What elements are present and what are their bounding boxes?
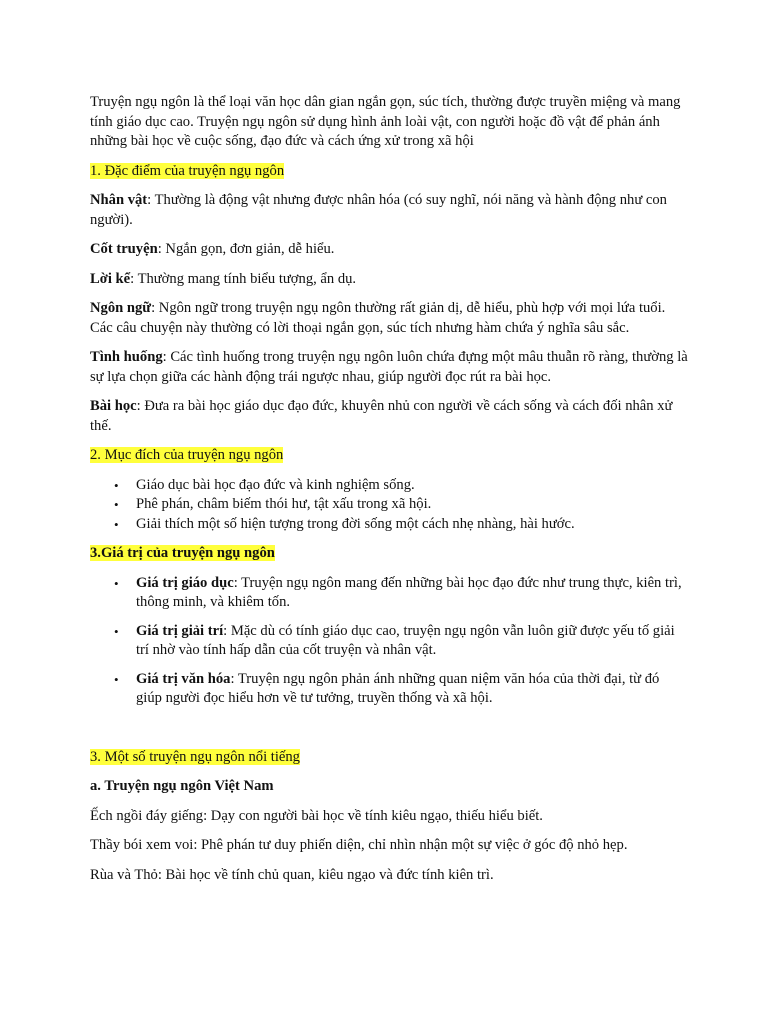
document-page: [90, 93, 688, 895]
list-item: [90, 495, 688, 515]
list-item-text: Giải thích một số hiện tượng trong đời sống một cách nhẹ nhàng, hài hước.: [136, 515, 575, 532]
section-2-heading-text: 2. Mục đích của truyện ngụ ngôn: [90, 447, 284, 463]
feature-item-narration: [90, 270, 688, 290]
feature-label: Cốt truyện: [90, 241, 158, 257]
feature-text: : Thường là động vật nhưng được nhân hóa (có suy nghĩ, nói năng và hành động như con người).: [90, 192, 667, 228]
value-label: Giá trị giải trí: [136, 622, 224, 639]
section-4-heading: [90, 748, 688, 768]
value-text: : Truyện ngụ ngôn phản ánh những quan niệm văn hóa của thời đại, từ đó giúp người đọc hiểu hơn về tư tưởng, truyền thống và xã hội.: [136, 670, 660, 706]
list-item: [90, 670, 688, 709]
section-4-heading-text: 3. Một số truyện ngụ ngôn nổi tiếng: [90, 748, 300, 765]
feature-label: Tình huống: [90, 349, 163, 365]
feature-text: : Các tình huống trong truyện ngụ ngôn luôn chứa đựng một mâu thuẫn rõ ràng, thường là sự lựa chọn giữa các hành động trái ngược nhau, giúp người đọc rút ra bài học.: [90, 349, 688, 385]
intro-paragraph: Truyện ngụ ngôn là thể loại văn học dân gian ngắn gọn, súc tích, thường được truyền miệng và mang tính giáo dục cao. Truyện ngụ ngôn sử dụng hình ảnh loài vật, con người hoặc đồ vật để phản ánh những bài học về cuộc sống, đạo đức và cách ứng xử trong xã hội: [90, 94, 681, 149]
feature-item-characters: [90, 191, 688, 230]
list-item-text: Giáo dục bài học đạo đức và kinh nghiệm sống.: [136, 476, 415, 493]
value-label: Giá trị văn hóa: [136, 670, 231, 687]
bullet-icon: •: [114, 623, 119, 639]
bullet-icon: •: [114, 516, 119, 532]
value-text: : Truyện ngụ ngôn mang đến những bài học đạo đức như trung thực, kiên trì, thông minh, và khiêm tốn.: [136, 574, 682, 610]
section-3-heading-text: 3.Giá trị của truyện ngụ ngôn: [90, 545, 275, 561]
bullet-icon: •: [114, 671, 119, 687]
feature-item-language: [90, 299, 688, 338]
bullet-icon: •: [114, 477, 119, 493]
feature-label: Nhân vật: [90, 192, 148, 208]
feature-label: Bài học: [90, 398, 137, 414]
list-item-text: Phê phán, châm biếm thói hư, tật xấu trong xã hội.: [136, 496, 432, 512]
feature-text: : Ngôn ngữ trong truyện ngụ ngôn thường rất giản dị, dễ hiểu, phù hợp với mọi lứa tuổi. Các câu chuyện này thường có lời thoại ngắn gọn, súc tích nhưng hàm chứa ý nghĩa sâu sắc.: [90, 300, 666, 336]
story-item: Rùa và Thỏ: Bài học về tính chủ quan, kiêu ngạo và đức tính kiên trì.: [90, 866, 494, 883]
section-2-heading: [90, 446, 688, 466]
bullet-icon: •: [114, 575, 119, 591]
feature-text: : Thường mang tính biểu tượng, ẩn dụ.: [130, 270, 357, 287]
feature-label: Lời kể: [90, 270, 131, 287]
story-item: Ếch ngồi đáy giếng: Dạy con người bài học về tính kiêu ngạo, thiếu hiểu biết.: [90, 807, 543, 824]
feature-item-situation: [90, 348, 688, 387]
value-label: Giá trị giáo dục: [136, 574, 234, 591]
feature-text: : Đưa ra bài học giáo dục đạo đức, khuyên nhủ con người về cách sống và cách đối nhân xử thế.: [90, 398, 673, 434]
blank-line: [90, 719, 688, 748]
feature-text: : Ngắn gọn, đơn giản, dễ hiểu.: [157, 241, 335, 257]
value-text: : Mặc dù có tính giáo dục cao, truyện ngụ ngôn vẫn luôn giữ được yếu tố giải trí nhờ vào tính hấp dẫn của cốt truyện và nhân vật.: [136, 622, 675, 658]
purpose-list: [90, 476, 688, 535]
list-item: [90, 574, 688, 613]
feature-item-lesson: [90, 397, 688, 436]
list-item: [90, 515, 688, 535]
section-1-heading: [90, 162, 688, 182]
story-item: Thầy bói xem voi: Phê phán tư duy phiến diện, chỉ nhìn nhận một sự việc ở góc độ nhỏ hẹp.: [90, 837, 628, 853]
value-list: [90, 574, 688, 709]
section-3-heading: [90, 544, 688, 564]
section-1-heading-text: 1. Đặc điểm của truyện ngụ ngôn: [90, 162, 285, 179]
feature-item-plot: [90, 240, 688, 260]
subheading-vietnam: a. Truyện ngụ ngôn Việt Nam: [90, 778, 274, 794]
list-item: [90, 622, 688, 661]
bullet-icon: •: [114, 497, 119, 512]
feature-label: Ngôn ngữ: [90, 300, 152, 316]
list-item: [90, 476, 688, 496]
